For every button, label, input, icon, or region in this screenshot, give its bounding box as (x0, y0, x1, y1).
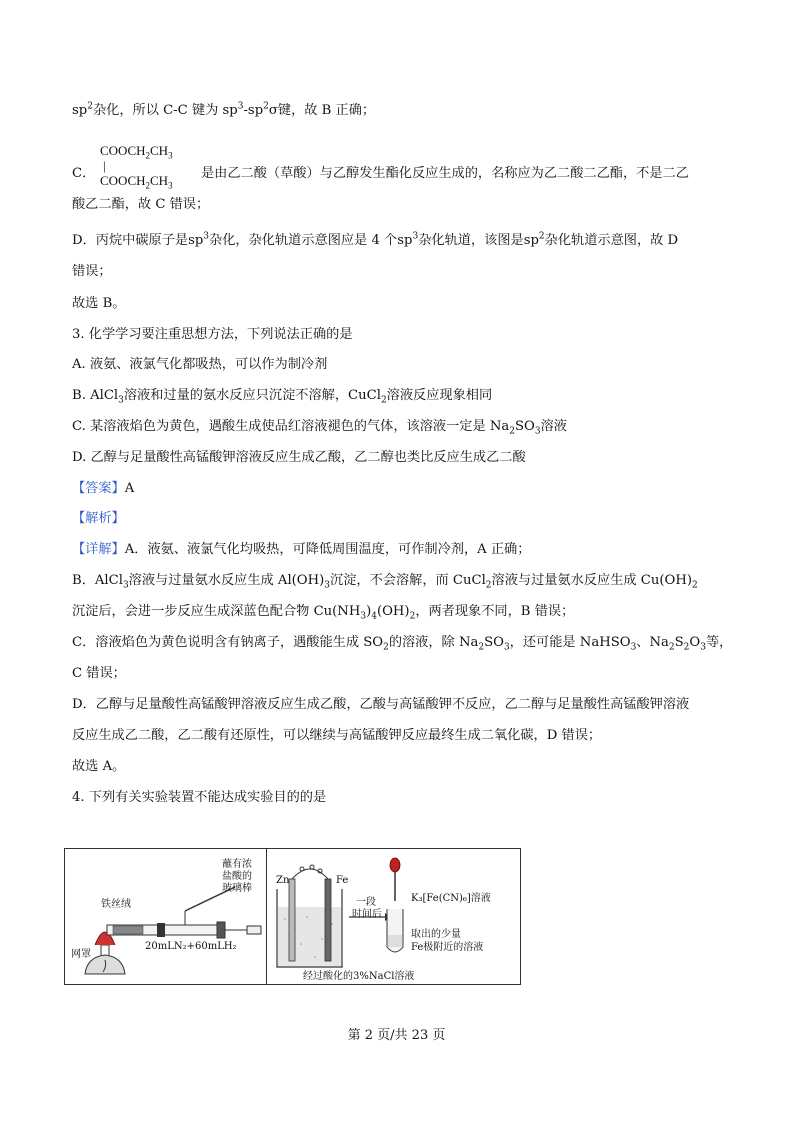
label-time-1: 一段 (356, 897, 376, 908)
detail-line-c: C．溶液焰色为黄色说明含有钠离子，遇酸能生成 $SO_2$的溶液，除 $Na_2SO_3$，还可能是 NaHSO$_3$、$Na_2S_2O_3$等， (72, 635, 733, 653)
label-rod-1: 蘸有浓 (222, 859, 252, 870)
option-d-text: D．丙烷中碳原子是$sp^3$杂化，杂化轨道示意图应是 4 个$sp^3$杂化轨道，该图是$sp^2$杂化轨道示意图，故 D (72, 231, 679, 248)
label-reagent: K₃[Fe(CN)₆]溶液 (411, 893, 491, 904)
conclusion-a: 故选 A。 (72, 759, 126, 774)
diethyl-oxalate-structure: $COOCH_2CH_3$ | $COOCH_2CH_3$ (100, 143, 173, 191)
label-fe: Fe (336, 875, 349, 886)
question-3: 3. 化学学习要注重思想方法，下列说法正确的是 (72, 327, 353, 342)
question-3-option-a: A. 液氨、液氯气化都吸热，可以作为制冷剂 (72, 357, 328, 372)
detail-line-b: B．AlCl$_3$溶液与过量氨水反应生成 $Al(OH)_3$沉淀，不会溶解，而 CuCl$_2$溶液与过量氨水反应生成 $Cu(OH)_2$ (72, 573, 698, 591)
option-c-label: C． (72, 166, 96, 181)
detail-line-b-cont: 沉淀后，会进一步反应生成深蓝色配合物 $Cu(NH_3)_4(OH)_2$，两者现象不同，B 错误； (72, 604, 575, 622)
label-sample-1: 取出的少量 (411, 929, 461, 940)
label-mesh: 网罩 (71, 949, 91, 960)
label-gas-mixture: 20mLN₂+60mLH₂ (145, 941, 237, 952)
label-time-2: 时间后 (352, 909, 382, 920)
answer-tag: 【答案】 (72, 481, 125, 496)
corrosion-apparatus (267, 849, 519, 984)
label-iron-wool: 铁丝绒 (101, 899, 131, 910)
question-3-option-d: D. 乙醇与足量酸性高锰酸钾溶液反应生成乙酸，乙二醇也类比反应生成乙二酸 (72, 450, 526, 465)
label-rod-2: 盐酸的 (222, 871, 252, 882)
label-zn: Zn (276, 875, 290, 886)
label-rod-3: 玻璃棒 (222, 883, 252, 894)
detail-tag: 【详解】 (72, 542, 125, 557)
question-3-option-b: B. AlCl$_3$溶液和过量的氨水反应只沉淀不溶解，CuCl$_2$溶液反应现象相同 (72, 388, 493, 406)
option-c-text-cont: 酸乙二酯，故 C 错误； (72, 197, 210, 212)
detail-line-a: 【详解】A．液氨、液氯气化均吸热，可降低周围温度，可作制冷剂，A 正确； (72, 542, 531, 557)
detail-line-c-cont: C 错误； (72, 666, 126, 681)
detail-line-d: D．乙醇与足量酸性高锰酸钾溶液反应生成乙酸，乙酸与高锰酸钾不反应，乙二醇与足量酸性高锰酸钾溶液 (72, 697, 690, 712)
answer-line: 【答案】A (72, 481, 135, 496)
option-c-text: 是由乙二酸（草酸）与乙醇发生酯化反应生成的，名称应为乙二酸二乙酯，不是二乙 (201, 166, 689, 181)
question-4: 4. 下列有关实验装置不能达成实验目的的是 (72, 790, 327, 805)
label-solution: 经过酸化的3%NaCl溶液 (303, 971, 415, 982)
text-line-sp-hybrid: $sp^2$杂化，所以 C-C 键为 $sp^3-sp^2\sigma$键，故 B 正确； (72, 101, 376, 118)
question-3-option-c: C. 某溶液焰色为黄色，遇酸生成使品红溶液褪色的气体，该溶液一定是 $Na_2SO_3$溶液 (72, 419, 567, 437)
label-sample-2: Fe极附近的溶液 (411, 942, 484, 953)
conclusion-b: 故选 B。 (72, 296, 126, 311)
page-footer: 第 2 页/共 23 页 (347, 1028, 446, 1043)
detail-line-d-cont: 反应生成乙二酸，乙二酸有还原性，可以继续与高锰酸钾反应最终生成二氧化碳，D 错误； (72, 728, 602, 743)
experiment-figure (64, 848, 521, 985)
option-d-text-cont: 错误； (72, 264, 112, 279)
analysis-tag: 【解析】 (72, 511, 125, 526)
